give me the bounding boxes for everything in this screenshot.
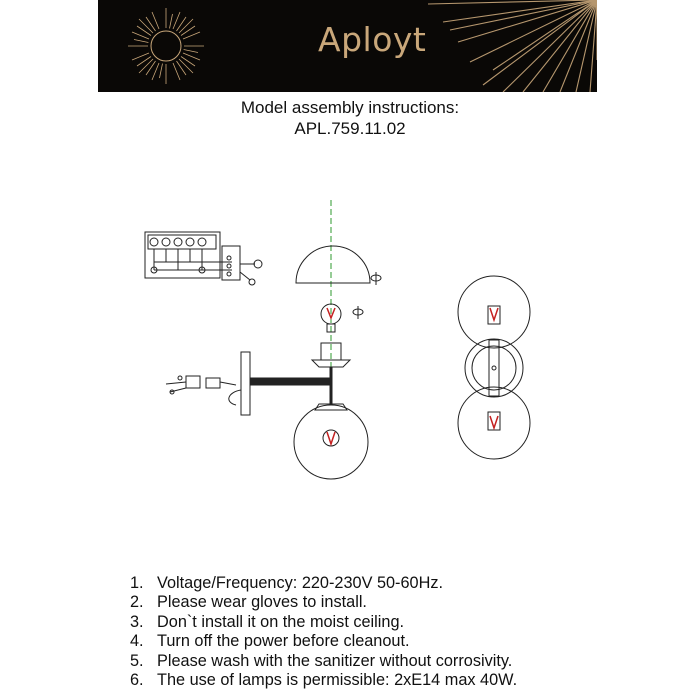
- brand-logo-text: Aployt: [318, 20, 427, 59]
- instruction-item: 5. Please wash with the sanitizer without corrosivity.: [130, 651, 513, 670]
- instruction-item: 1. Voltage/Frequency: 220-230V 50-60Hz.: [130, 574, 444, 592]
- instruction-item: 3. Don`t install it on the moist ceiling.: [130, 612, 405, 631]
- instruction-item: 6. The use of lamps is permissible: 2xE14 max 40W.: [130, 671, 518, 690]
- page-title: Model assembly instructions:: [240, 98, 460, 117]
- wall-sconce-side-view: [166, 343, 368, 479]
- rotate-arrow-icon: [353, 272, 381, 319]
- instructions-list: [130, 574, 517, 690]
- globe-shade: [296, 246, 370, 283]
- wall-sconce-front-view: [458, 276, 530, 459]
- instruction-item: 2. Please wear gloves to install.: [130, 593, 367, 612]
- instruction-item: 4. Turn off the power before cleanout.: [130, 632, 410, 651]
- model-number: APL.759.11.02: [294, 119, 406, 138]
- wiring-terminal-block: [145, 232, 262, 285]
